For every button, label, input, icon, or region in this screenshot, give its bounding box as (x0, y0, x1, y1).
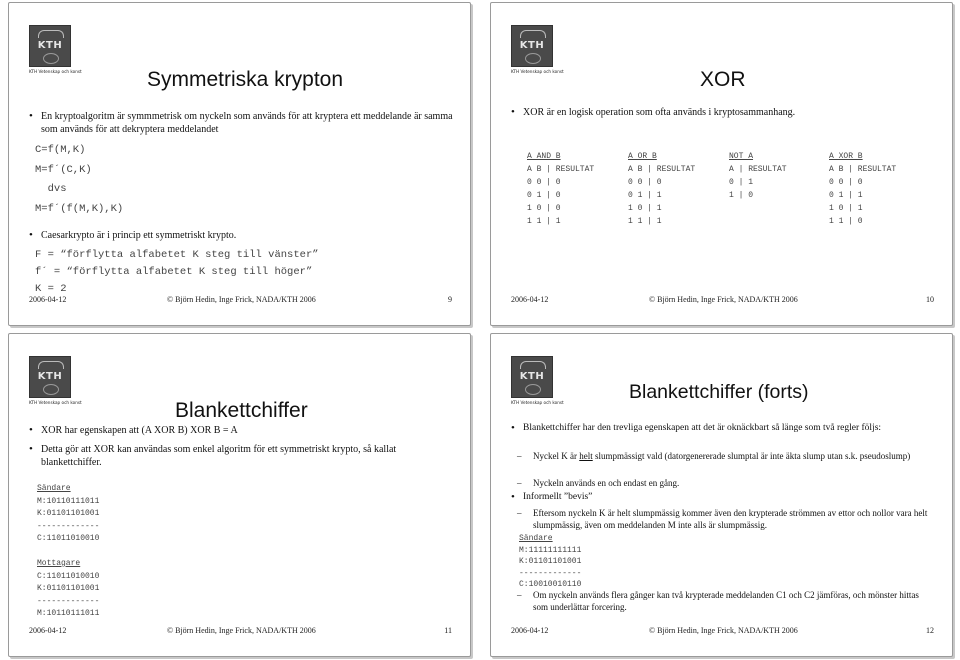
sub-proof: – Eftersom nyckeln K är helt slumpmässig kommer även den krypterade strömmen av ettor och nollor vara helt slumpmässig, även om meddelanden M inte alls är slumpmässig. (511, 507, 933, 531)
logo-caption: KTH Vetenskap och konst (511, 400, 564, 405)
kth-logo (29, 356, 82, 405)
logo-caption: KTH Vetenskap och konst (511, 69, 564, 74)
page-number: 12 (926, 626, 934, 635)
table-row: 1 1 | 1 (527, 217, 561, 226)
slide-title: Symmetriska krypton (147, 68, 344, 91)
footer-date: 2006-04-12 (511, 295, 549, 304)
bullet-properties: • Blankettchiffer har den trevliga egenskapen att det är oknäckbart så länge som två regler följs: (511, 422, 943, 435)
table-row: 1 0 | 0 (527, 204, 561, 213)
slide-11 (8, 333, 471, 657)
truth-table-not (729, 150, 787, 202)
table-columns: A B | RESULTAT (829, 165, 897, 174)
table-columns: A B | RESULTAT (527, 165, 595, 174)
truth-table-xor (829, 150, 896, 228)
footer-date: 2006-04-12 (29, 295, 67, 304)
slide-12 (490, 333, 953, 657)
table-row: 0 0 | 0 (628, 178, 662, 187)
kth-logo (29, 25, 82, 74)
kth-logo (511, 356, 564, 405)
sub-reuse-warning: – Om nyckeln används flera gånger kan två krypterade meddelanden C1 och C2 jämföras, och mönster hittas som underlättar forcering. (511, 589, 933, 613)
bullet-proof: • Informellt ”bevis” (511, 491, 943, 504)
table-row: 0 | 1 (729, 178, 754, 187)
bullet-xor: • XOR är en logisk operation som ofta används i kryptosammanhang. (511, 106, 953, 119)
bullet-xor-property: • XOR har egenskapen att (A XOR B) XOR B = A (29, 424, 461, 437)
footer-copyright: © Björn Hedin, Inge Frick, NADA/KTH 2006 (649, 626, 798, 635)
code-formulas: C=f(M,K) M=f´(C,K) dvs M=f´(f(M,K),K) (35, 144, 124, 215)
table-row: 1 | 0 (729, 191, 754, 200)
bullet-definition: • En kryptoalgoritm är symmmetrisk om nyckeln som används för att kryptera ett meddelande är samma som används för att dekryptera meddelandet (29, 110, 461, 136)
table-row: 1 0 | 1 (628, 204, 662, 213)
kth-emblem-icon: KTH (29, 356, 71, 398)
footer-date: 2006-04-12 (511, 626, 549, 635)
table-columns: A B | RESULTAT (628, 165, 696, 174)
table-heading: A OR B (628, 152, 657, 161)
footer-date: 2006-04-12 (29, 626, 67, 635)
page-number: 9 (448, 295, 452, 304)
truth-table-or (628, 150, 695, 228)
table-row: 0 1 | 1 (829, 191, 863, 200)
logo-caption: KTH Vetenskap och konst (29, 69, 82, 74)
table-row: 0 0 | 0 (527, 178, 561, 187)
logo-caption: KTH Vetenskap och konst (29, 400, 82, 405)
table-columns: A | RESULTAT (729, 165, 787, 174)
slide-footer (491, 626, 952, 640)
bullet-caesar: • Caesarkrypto är i princip ett symmetriskt krypto. (29, 229, 461, 242)
table-heading: NOT A (729, 152, 754, 161)
slide-title: Blankettchiffer (175, 399, 308, 422)
sub-random-key: – Nyckel K är helt slumpmässigt vald (datorgenererade slumptal är inte äkta slump utan s.k. pseudoslump) (511, 450, 933, 462)
slide-title: XOR (700, 68, 746, 91)
footer-copyright: © Björn Hedin, Inge Frick, NADA/KTH 2006 (167, 626, 316, 635)
table-heading: A AND B (527, 152, 561, 161)
table-row: 1 1 | 1 (628, 217, 662, 226)
bullet-blankett: • Detta gör att XOR kan användas som enkel algoritm för ett symmetriskt krypto, så kallat blankettchiffer. (29, 443, 451, 469)
slide-title: Blankettchiffer (forts) (629, 381, 809, 403)
page-number: 11 (444, 626, 452, 635)
sub-one-time: – Nyckeln används en och endast en gång. (511, 477, 933, 489)
code-caesar: F = “förflytta alfabetet K steg till vänster” f´ = “förflytta alfabetet K steg till höger” K = 2 (35, 249, 319, 295)
sender-block: Sändare M:11111111111 K:01101101001 ------------- C:10010010110 (519, 534, 582, 589)
slide-10 (490, 2, 953, 326)
sender-block: Sändare M:10110111011 K:01101101001 ------------- C:11011010010 (37, 484, 100, 543)
kth-emblem-icon: KTH (511, 356, 553, 398)
table-row: 1 0 | 1 (829, 204, 863, 213)
table-row: 0 1 | 1 (628, 191, 662, 200)
table-row: 0 0 | 0 (829, 178, 863, 187)
kth-logo (511, 25, 564, 74)
slide-9 (8, 2, 471, 326)
table-heading: A XOR B (829, 152, 863, 161)
footer-copyright: © Björn Hedin, Inge Frick, NADA/KTH 2006 (649, 295, 798, 304)
kth-emblem-icon: KTH (29, 25, 71, 67)
table-row: 1 1 | 0 (829, 217, 863, 226)
page-number: 10 (926, 295, 934, 304)
receiver-block: Mottagare C:11011010010 K:01101101001 ------------- M:10110111011 (37, 559, 100, 618)
table-row: 0 1 | 0 (527, 191, 561, 200)
slide-footer (491, 295, 952, 309)
slide-footer (9, 626, 470, 640)
slide-footer (9, 295, 470, 309)
truth-table-and (527, 150, 594, 228)
footer-copyright: © Björn Hedin, Inge Frick, NADA/KTH 2006 (167, 295, 316, 304)
kth-emblem-icon: KTH (511, 25, 553, 67)
